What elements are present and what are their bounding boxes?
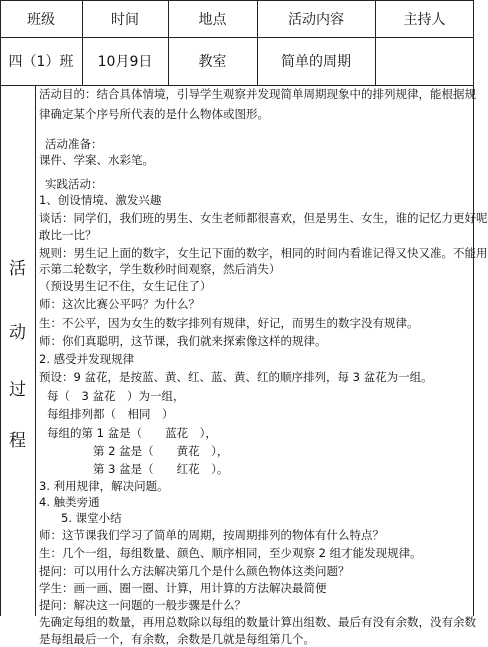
- side-label-char: 程: [9, 431, 26, 451]
- content-line: 提问：可以用什么方法解决第几个是什么颜色物体这类问题？: [39, 564, 350, 578]
- content-line: 学生：画一画、圈一圈、计算，用计算的方法解决最简便: [39, 581, 327, 595]
- content-line: 先确定每组的数量，再用总数除以每组的数量计算出组数、最后有没有余数，没有余数: [39, 615, 476, 629]
- content-line: 敢比一比？: [39, 228, 97, 242]
- header-host: 主持人: [403, 11, 446, 28]
- header-class: 班级: [27, 11, 55, 28]
- content-line: 课件、学案、水彩笔。: [39, 153, 154, 167]
- content-line: 实践活动：: [45, 177, 103, 191]
- content-line: 每组的第 1 盆是（ 蓝花 ），: [47, 426, 217, 440]
- side-label-char: 活: [9, 259, 26, 279]
- content-line: 1、创设情境、激发兴趣: [39, 193, 162, 207]
- content-line: 2. 感受并发现规律: [39, 352, 135, 366]
- content-line: 生：不公平，因为女生的数字排列有规律，好记，而男生的数字没有规律。: [39, 316, 419, 330]
- content-line: 活动目的：结合具体情境，引导学生观察并发现简单周期现象中的排列规律，能根据规: [39, 87, 476, 101]
- content-line: （预设男生记不住，女生记住了）: [39, 279, 212, 293]
- content-line: 3. 利用规律，解决问题。: [39, 479, 169, 493]
- content-line: 每组排列都（ 相同 ）: [47, 407, 174, 421]
- header-time: 时间: [111, 11, 139, 28]
- content-line: 第 3 盆是（ 红花 ）。: [93, 462, 229, 476]
- side-label-char: 动: [9, 323, 26, 343]
- content-line: 师：这次比赛公平吗？为什么？: [39, 297, 200, 311]
- activity-process-label: [0, 86, 35, 616]
- content-line: 师：这节课我们学习了简单的周期，按周期排列的物体有什么特点？: [39, 528, 384, 542]
- header-location: 地点: [198, 11, 227, 28]
- content-line: 第 2 盆是（ 黄花 ），: [93, 444, 229, 458]
- content-line: 是每组最后一个，有余数，余数是几就是每组第几个。: [39, 632, 315, 646]
- content-line: 生：几个一组，每组数量、颜色、顺序相同，至少观察 2 组才能发现规律。: [39, 546, 422, 560]
- table-divider-side: [35, 85, 36, 616]
- content-line: 规则：男生记上面的数字，女生记下面的数字，相同的时间内看谁记得又快又准。不能用: [39, 246, 488, 260]
- value-host: [375, 37, 474, 85]
- content-line: 每（ 3 盆花 ）为一组，: [47, 389, 185, 403]
- value-class: 四（1）班: [8, 54, 74, 70]
- content-line: 活动准备：: [45, 137, 103, 151]
- header-activity: 活动内容: [288, 11, 344, 28]
- activity-content: [39, 86, 488, 646]
- content-line: 师：你们真聪明，这节课，我们就来探索像这样的规律。: [39, 334, 327, 348]
- side-label-char: 过: [9, 380, 26, 400]
- content-line: 5. 课堂小结: [61, 511, 122, 525]
- content-line: 谈话：同学们，我们班的男生、女生老师都很喜欢，但是男生、女生，谁的记忆力更好呢: [39, 211, 488, 225]
- content-line: 律确定某个序号所代表的是什么物体或图形。: [39, 107, 269, 121]
- content-line: 提问：解决这一问题的一般步骤是什么？: [39, 598, 246, 612]
- value-location: 教室: [198, 54, 227, 70]
- value-activity: 简单的周期: [281, 54, 351, 70]
- content-line: 预设：9 盆花，是按蓝、黄、红、蓝、黄、红的顺序排列，每 3 盆花为一组。: [39, 370, 433, 384]
- content-line: 4. 触类旁通: [39, 495, 100, 509]
- value-date: 10月9日: [97, 54, 153, 70]
- content-line: 示第二轮数字，学生数秒时间观察，然后消失）: [39, 262, 281, 276]
